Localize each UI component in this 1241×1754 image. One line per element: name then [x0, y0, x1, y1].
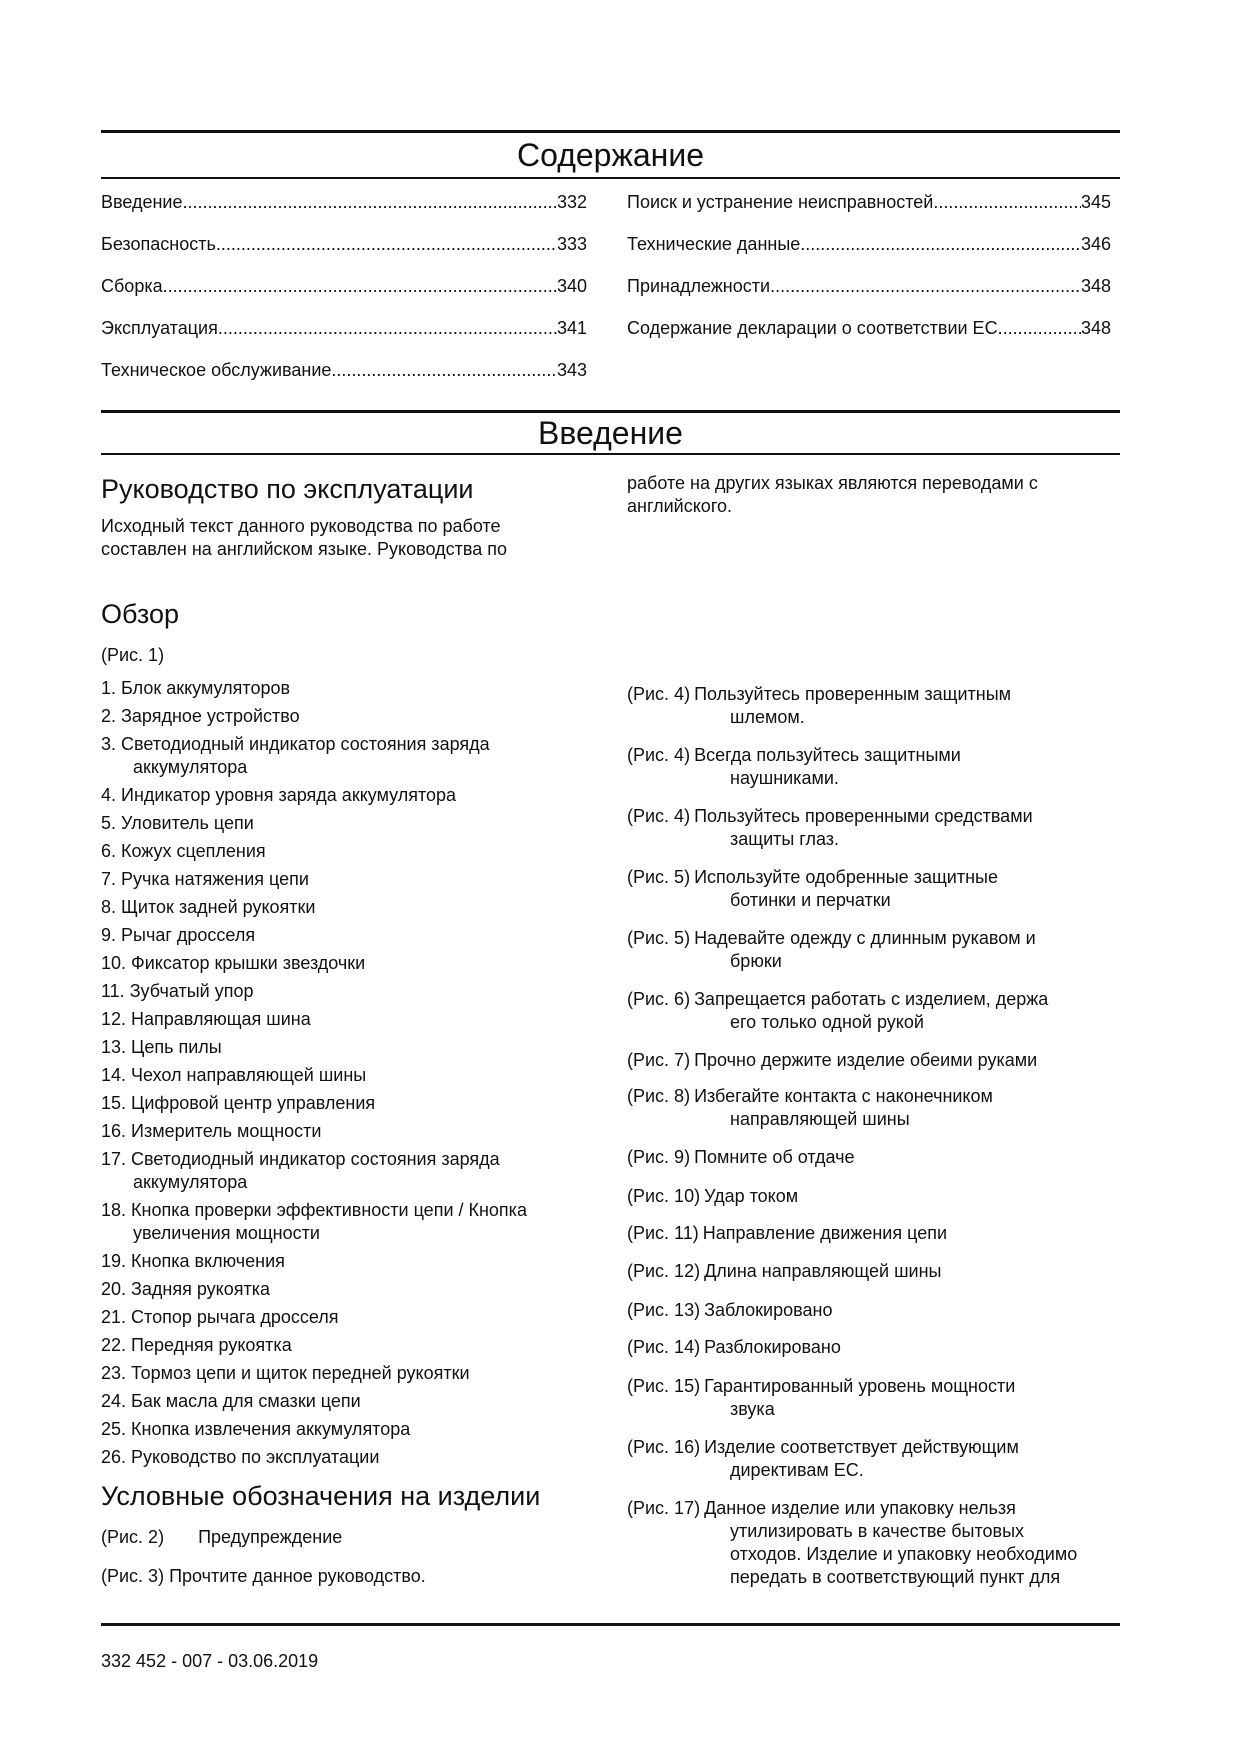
list-item: 3. Светодиодный индикатор состояния заряда аккумулятора	[101, 734, 490, 777]
list-item: 26. Руководство по эксплуатации	[101, 1447, 380, 1467]
list-item: 11. Зубчатый упор	[101, 981, 254, 1001]
symbol-entry: (Рис. 4) Пользуйтесь проверенными средствами защиты глаз.	[627, 806, 1033, 849]
list-item: 9. Рычаг дросселя	[101, 925, 256, 945]
symbols-heading: Условные обозначения на изделии	[101, 1481, 541, 1511]
toc-bottom-rule	[101, 177, 1120, 179]
list-item: 14. Чехол направляющей шины	[101, 1065, 367, 1085]
symbol-entry: (Рис. 11) Направление движения цепи	[627, 1223, 948, 1243]
list-item: 5. Уловитель цепи	[101, 813, 254, 833]
toc-entry[interactable]: Поиск и устранение неисправностей ..... 345	[627, 192, 1111, 234]
list-item: 12. Направляющая шина	[101, 1009, 311, 1029]
overview-heading: Обзор	[101, 599, 179, 629]
symbol-entry: (Рис. 15) Гарантированный уровень мощности звука	[627, 1376, 1016, 1419]
list-item: 4. Индикатор уровня заряда аккумулятора	[101, 785, 457, 805]
toc-entry[interactable]: Безопасность ..... 333	[101, 234, 587, 276]
list-item: 6. Кожух сцепления	[101, 841, 266, 861]
toc-entry[interactable]: Техническое обслуживание ..... 343	[101, 360, 587, 402]
left-column	[101, 473, 581, 1588]
symbol-entry: (Рис. 8) Избегайте контакта с наконечником направляющей шины	[627, 1086, 993, 1129]
toc-entry[interactable]: Сборка ..... 340	[101, 276, 587, 318]
list-item: 2. Зарядное устройство	[101, 706, 300, 726]
toc-entry[interactable]: Содержание декларации о соответствии ЕС ..... 348	[627, 318, 1111, 360]
symbol-entry: (Рис. 13) Заблокировано	[627, 1300, 833, 1320]
doc-code: 452 - 007 - 03.06.2019	[131, 1651, 319, 1671]
overview-list	[101, 677, 581, 1474]
list-item: 25. Кнопка извлечения аккумулятора	[101, 1419, 411, 1439]
toc-entry[interactable]: Эксплуатация ..... 341	[101, 318, 587, 360]
manual-text: Исходный текст данного руководства по работе составлен на английском языке. Руководства по	[101, 516, 507, 559]
toc-left-column	[101, 192, 587, 402]
list-item: 13. Цепь пилы	[101, 1037, 222, 1057]
footer	[101, 1651, 318, 1672]
manual-heading: Руководство по эксплуатации	[101, 474, 474, 504]
symbol-entry: (Рис. 6) Запрещается работать с изделием, держа его только одной рукой	[627, 989, 1049, 1032]
toc-entry[interactable]: Технические данные ..... 346	[627, 234, 1111, 276]
list-item: 22. Передняя рукоятка	[101, 1335, 292, 1355]
overview-figure-ref: (Рис. 1)	[101, 645, 165, 665]
intro-title: Введение	[538, 415, 683, 451]
symbol-entry: (Рис. 7) Прочно держите изделие обеими руками	[627, 1050, 1038, 1070]
toc-title: Содержание	[516, 137, 704, 173]
symbol-entry: (Рис. 4) Всегда пользуйтесь защитными наушниками.	[627, 745, 961, 788]
list-item: 17. Светодиодный индикатор состояния заряда аккумулятора	[101, 1149, 500, 1192]
list-item: 18. Кнопка проверки эффективности цепи / Кнопка увеличения мощности	[101, 1200, 527, 1243]
list-item: 1. Блок аккумуляторов	[101, 678, 291, 698]
list-item: 7. Ручка натяжения цепи	[101, 869, 309, 889]
symbol-entry: (Рис. 9) Помните об отдаче	[627, 1147, 855, 1167]
symbol-entry: (Рис. 17) Данное изделие или упаковку нельзя утилизировать в качестве бытовых отходов. Изделие и упаковку необходимо передать в соответствующий пункт для	[627, 1498, 1078, 1587]
toc-entry[interactable]: Принадлежности ..... 348	[627, 276, 1111, 318]
list-item: 24. Бак масла для смазки цепи	[101, 1391, 361, 1411]
list-item: 21. Стопор рычага дросселя	[101, 1307, 339, 1327]
symbol-entry: (Рис. 3) Прочтите данное руководство.	[101, 1566, 426, 1586]
list-item: 23. Тормоз цепи и щиток передней рукоятки	[101, 1363, 470, 1383]
footer-rule	[101, 1623, 1120, 1626]
toc-entry[interactable]: Введение ..... 332	[101, 192, 587, 234]
intro-top-rule	[101, 410, 1120, 413]
list-item: 8. Щиток задней рукоятки	[101, 897, 316, 917]
list-item: 10. Фиксатор крышки звездочки	[101, 953, 366, 973]
page-number: 332	[101, 1651, 132, 1671]
symbol-entry: (Рис. 16) Изделие соответствует действующим директивам ЕС.	[627, 1437, 1019, 1480]
right-column	[627, 472, 1121, 1589]
intro-bottom-rule	[101, 453, 1120, 455]
symbol-entry: (Рис. 5) Используйте одобренные защитные ботинки и перчатки	[627, 867, 998, 910]
list-item: 20. Задняя рукоятка	[101, 1279, 271, 1299]
symbol-entry: (Рис. 12) Длина направляющей шины	[627, 1261, 942, 1281]
list-item: 19. Кнопка включения	[101, 1251, 285, 1271]
symbol-entry: (Рис. 14) Разблокировано	[627, 1337, 841, 1357]
symbol-entry: (Рис. 2) Предупреждение	[101, 1527, 343, 1547]
symbol-entry: (Рис. 5) Надевайте одежду с длинным рукавом и брюки	[627, 928, 1036, 971]
list-item: 15. Цифровой центр управления	[101, 1093, 376, 1113]
list-item: 16. Измеритель мощности	[101, 1121, 322, 1141]
manual-text-continued: работе на других языках являются переводами с английского.	[627, 473, 1038, 516]
symbol-entry: (Рис. 10) Удар током	[627, 1186, 799, 1206]
symbol-entry: (Рис. 4) Пользуйтесь проверенным защитным шлемом.	[627, 684, 1012, 727]
toc-top-rule	[101, 130, 1120, 133]
toc-right-column	[627, 192, 1111, 360]
